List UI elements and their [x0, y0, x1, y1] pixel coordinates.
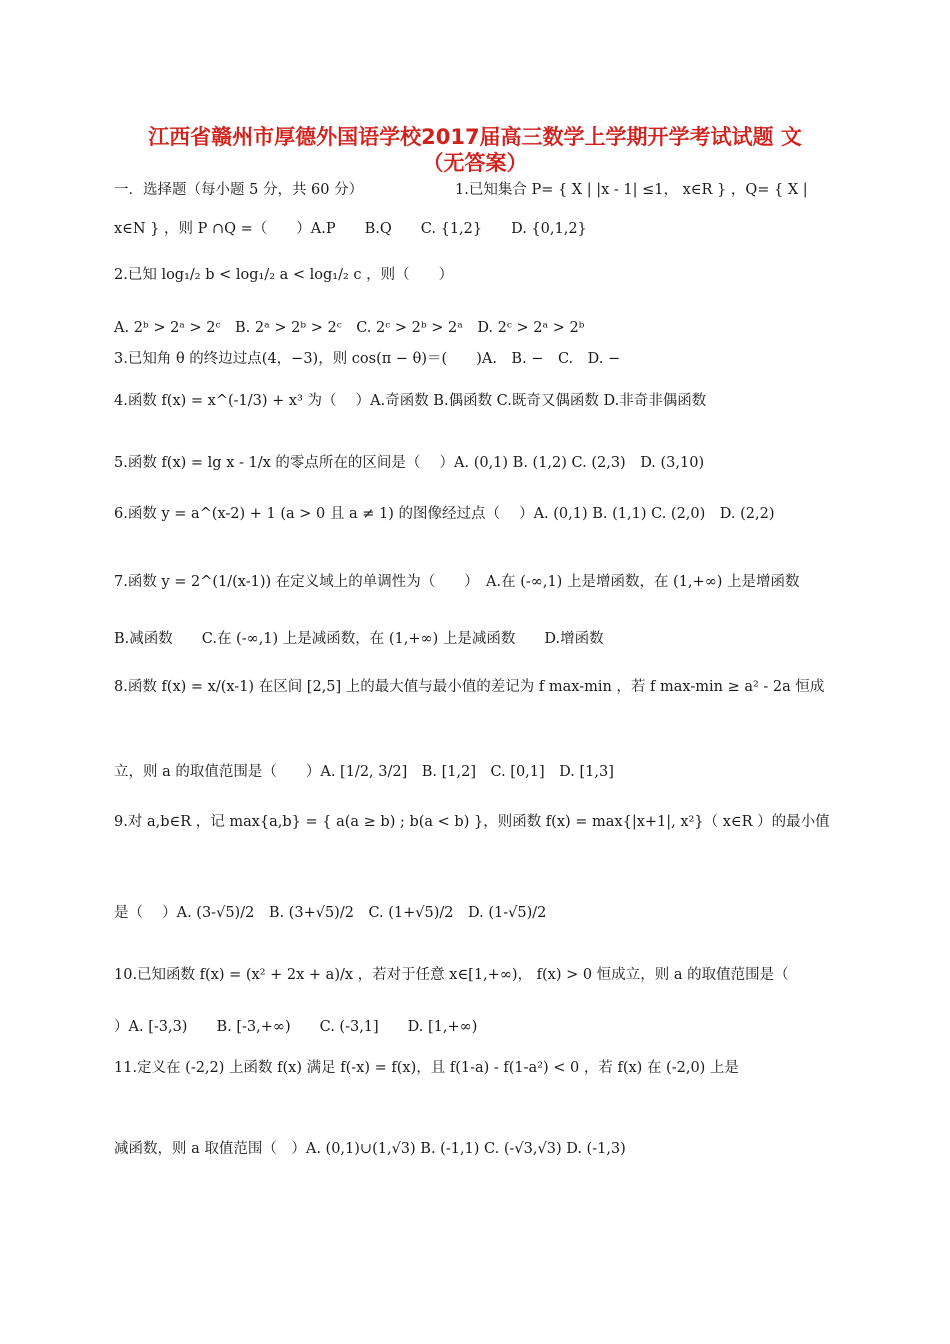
question-6: 6.函数 y = a^(x-2) + 1 (a > 0 且 a ≠ 1) 的图像经过点（ ）A. (0,1) B. (1,1) C. (2,0) D. (2,2)	[114, 506, 775, 522]
question-9-options: 是（ ）A. (3-√5)/2 B. (3+√5)/2 C. (1+√5)/2 D. (1-√5)/2	[114, 905, 547, 921]
section-heading: 一．选择题（每小题 5 分，共 60 分）	[114, 182, 364, 198]
title-line-2: （无答案）	[422, 151, 528, 175]
question-1-line-1: 1.已知集合 P= { X | |x - 1| ≤1， x∈R } ，Q= { X |	[455, 182, 808, 198]
question-10: 10.已知函数 f(x) = (x² + 2x + a)/x ，若对于任意 x∈[1,+∞)， f(x) > 0 恒成立，则 a 的取值范围是（	[114, 967, 789, 983]
question-1-line-2: x∈N } ，则 P ∩Q =（ ）A.P B.Q C. {1,2} D. {0,1,2}	[114, 221, 587, 237]
question-4: 4.函数 f(x) = x^(-1/3) + x³ 为（ ）A.奇函数 B.偶函数 C.既奇又偶函数 D.非奇非偶函数	[114, 393, 707, 409]
question-11: 11.定义在 (-2,2) 上函数 f(x) 满足 f(-x) = f(x)，且 f(1-a) - f(1-a²) < 0 ，若 f(x) 在 (-2,0) 上是	[114, 1060, 739, 1076]
question-8: 8.函数 f(x) = x/(x-1) 在区间 [2,5] 上的最大值与最小值的差记为 f max-min ，若 f max-min ≥ a² - 2a 恒成	[114, 679, 825, 695]
question-9: 9.对 a,b∈R ，记 max{a,b} = { a(a ≥ b) ; b(a < b) }，则函数 f(x) = max{|x+1|, x²}（ x∈R ）的最小值	[114, 814, 830, 830]
question-2-options: A. 2ᵇ > 2ᵃ > 2ᶜ B. 2ᵃ > 2ᵇ > 2ᶜ C. 2ᶜ > 2ᵇ > 2ᵃ D. 2ᶜ > 2ᵃ > 2ᵇ	[114, 320, 585, 336]
question-8-options: 立，则 a 的取值范围是（ ）A. [1/2, 3/2] B. [1,2] C. [0,1] D. [1,3]	[114, 764, 614, 780]
question-7: 7.函数 y = 2^(1/(x-1)) 在定义域上的单调性为（ ） A.在 (-∞,1) 上是增函数，在 (1,+∞) 上是增函数	[114, 574, 800, 590]
question-7-options: B.减函数 C.在 (-∞,1) 上是减函数，在 (1,+∞) 上是减函数 D.增函数	[114, 631, 604, 647]
question-3: 3.已知角 θ 的终边过点(4，−3)，则 cos(π − θ)＝( )A. B. − C. D. −	[114, 351, 621, 367]
question-2: 2.已知 log₁/₂ b < log₁/₂ a < log₁/₂ c ，则（ ）	[114, 267, 454, 283]
question-11-options: 减函数，则 a 取值范围（ ）A. (0,1)∪(1,√3) B. (-1,1) C. (-√3,√3) D. (-1,3)	[114, 1141, 626, 1157]
question-5: 5.函数 f(x) = lg x - 1/x 的零点所在的区间是（ ）A. (0,1) B. (1,2) C. (2,3) D. (3,10)	[114, 455, 705, 471]
question-10-options: ）A. [-3,3) B. [-3,+∞) C. (-3,1] D. [1,+∞)	[114, 1019, 478, 1035]
title-line-1: 江西省赣州市厚德外国语学校2017届高三数学上学期开学考试试题 文	[148, 125, 802, 149]
